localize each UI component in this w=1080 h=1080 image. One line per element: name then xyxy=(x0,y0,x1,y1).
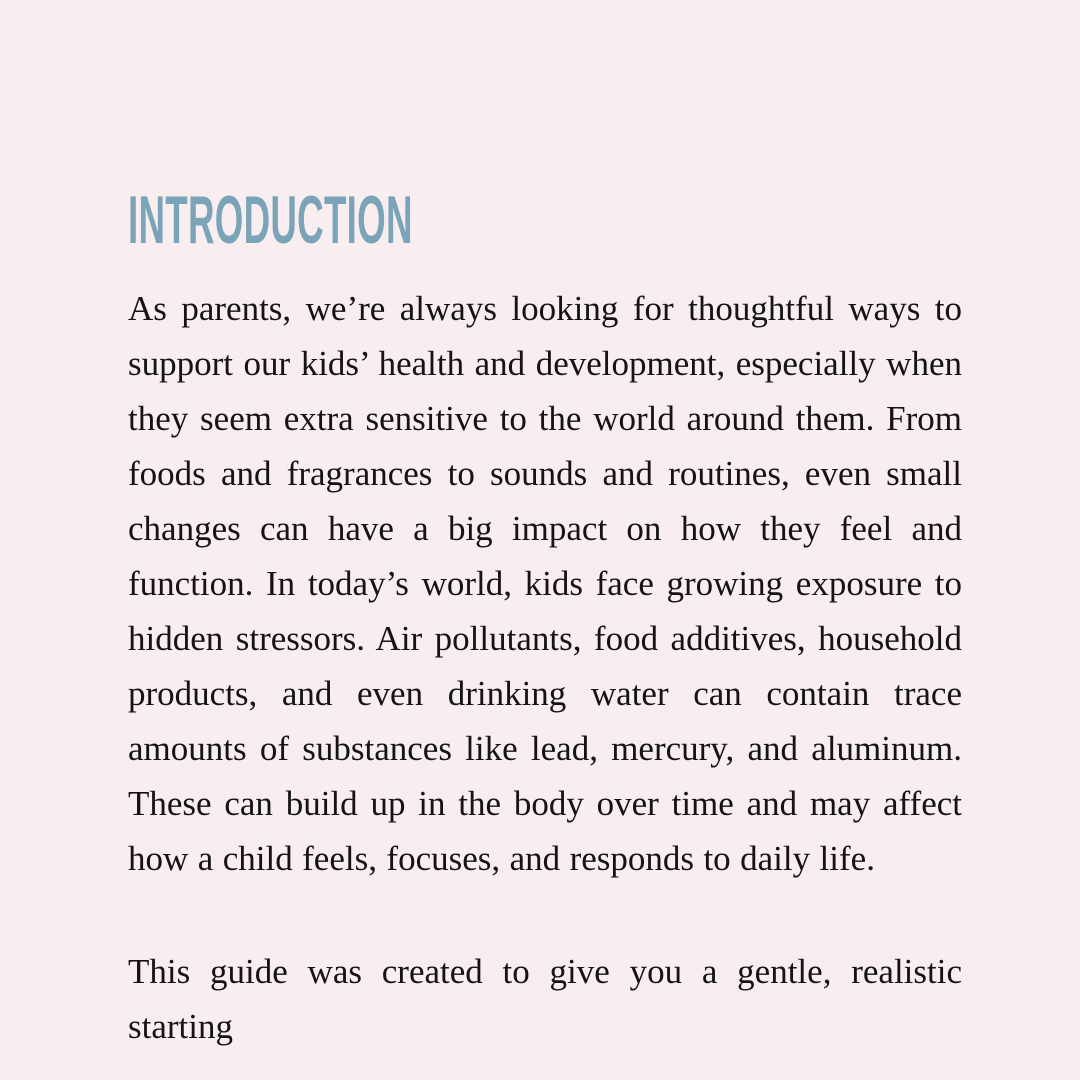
guide-paragraph-first-line: This guide was created to give you a gentle, realistic starting xyxy=(128,952,962,1046)
page-content xyxy=(128,182,962,1054)
section-heading-text: INTRODUCTION xyxy=(128,182,413,258)
section-heading xyxy=(128,182,962,258)
intro-paragraph: As parents, we’re always looking for thoughtful ways to support our kids’ health and development, especially when they seem extra sensitive to the world around them. From foods and fragrances to sounds and routines, even small changes can have a big impact on how they feel and function. In today’s world, kids face growing exposure to hidden stressors. Air pollutants, food additives, household products, and even drinking water can contain trace amounts of substances like lead, mercury, and aluminum. These can build up in the body over time and may affect how a child feels, focuses, and responds to daily life. xyxy=(128,289,962,878)
